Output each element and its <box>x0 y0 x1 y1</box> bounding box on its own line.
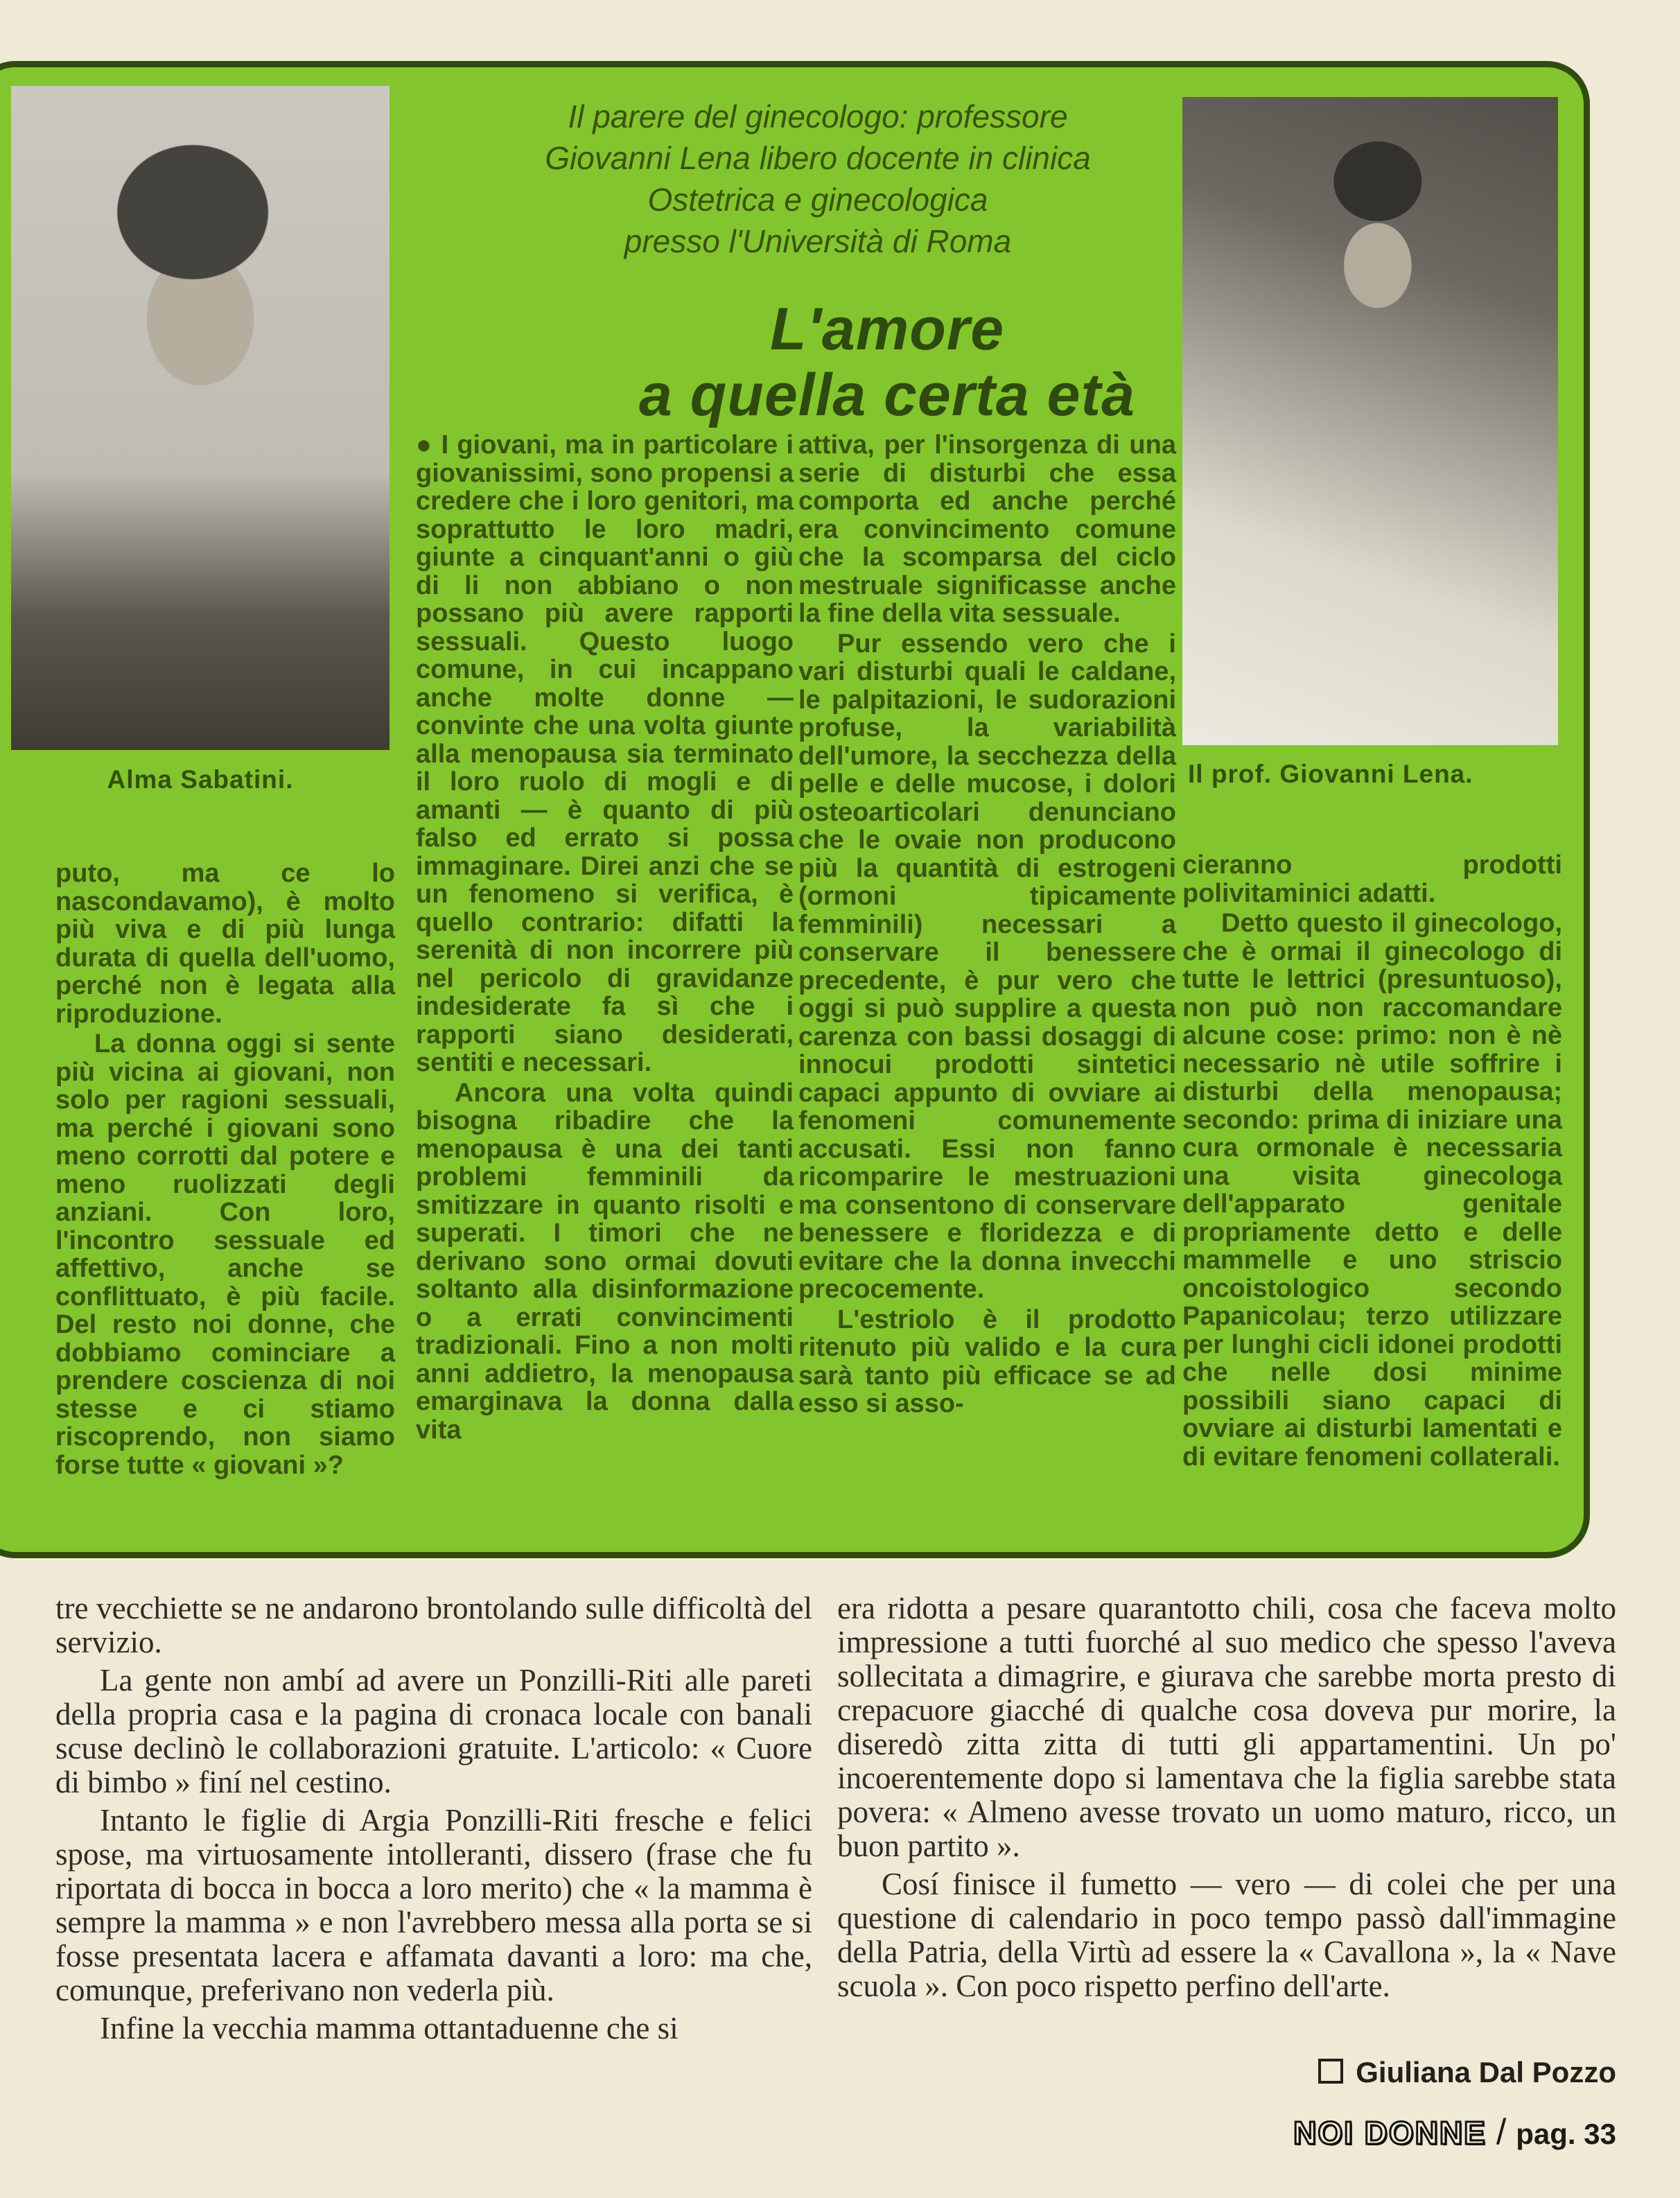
article-title-line: a quella certa età <box>639 362 1135 428</box>
green-article-column-1 <box>55 860 395 1481</box>
paragraph: Cosí finisce il fumetto — vero — di colei che per una questione di calendario in poco tempo passò dall'immagine della Patria, della Virtù ad essere la « Cavallona », la « Nave scuola ». Con poco rispetto perfino dell'arte. <box>837 1867 1616 2003</box>
article-title-line: L'amore <box>769 296 1005 363</box>
paragraph: Intanto le figlie di Argia Ponzilli-Riti fresche e felici spose, ma virtuosamente intolleranti, dissero (frase che fu riportata di bocca in bocca a loro merito) che « la mamma è sempre la mamma » e non l'avrebbero messa alla porta se si fosse presentata lacera e affamata davanti a loro: ma che, comunque, preferivano non vederla più. <box>55 1803 812 2007</box>
page-number: pag. 33 <box>1516 2118 1616 2150</box>
photo-caption-right: Il prof. Giovanni Lena. <box>1188 760 1473 788</box>
kicker-line: Ostetrica e ginecologica <box>647 182 988 218</box>
bottom-article-column-left <box>55 1591 812 2050</box>
paragraph: cieranno prodotti polivitaminici adatti. <box>1182 851 1562 908</box>
footer-separator: / <box>1496 2112 1507 2152</box>
paragraph: Pur essendo vero che i vari disturbi quali le caldane, le palpitazioni, le sudorazioni profuse, la variabilità dell'umore, la secchezza della pelle e delle mucose, i dolori osteoarticolari denunciano che le ovaie non producono più la quantità di estrogeni (ormoni tipicamente femminili) necessari a conservare il benessere precedente, è pur vero che oggi si può supplire a questa carenza con bassi dosaggi di innocui prodotti sintetici capaci appunto di ovviare ai fenomeni comunemente accusati. Essi non fanno ricomparire le mestruazioni ma consentono di conservare benessere e floridezza e di evitare che la donna invecchi precocemente. <box>798 629 1176 1304</box>
byline-square-icon <box>1318 2059 1343 2084</box>
paragraph: L'estriolo è il prodotto ritenuto più valido e la cura sarà tanto più efficace se ad esso si asso- <box>798 1305 1176 1418</box>
article-title <box>471 297 1303 428</box>
paragraph: era ridotta a pesare quarantotto chili, cosa che faceva molto impressione a tutti fuorché al suo medico che spesso l'aveva sollecitata a dimagrire, e giurava che sarebbe morta presto di crepacuore giacché di qualche cosa doveva pur morire, la diseredò zitta zitta di tutti gli appartamentini. Un po' incoerentemente dopo si lamentava che la figlia sarebbe stata povera: « Almeno avesse trovato un uomo maturo, ricco, un buon partito ». <box>837 1591 1616 1863</box>
alma-sabatini-photo <box>11 86 390 750</box>
kicker-line: Il parere del ginecologo: professore <box>568 98 1068 134</box>
page-footer <box>837 2111 1616 2153</box>
green-article-column-3 <box>798 431 1176 1420</box>
paragraph: ● I giovani, ma in particolare i giovanissimi, sono propensi a credere che i loro genitori, ma soprattutto le loro madri, giunte a cinquant'anni o giù di li non abbiano o non possano più avere rapporti sessuali. Questo luogo comune, in cui incappano anche molte donne — convinte che una volta giunte alla menopausa sia terminato il loro ruolo di mogli e di amanti — è quanto di più falso ed errato si possa immaginare. Direi anzi che se un fenomeno si verifica, è quello contrario: difatti la serenità di non incorrere più nel pericolo di gravidanze indesiderate fa sì che i rapporti siano desiderati, sentiti e necessari. <box>416 430 794 1077</box>
bottom-article-column-right <box>837 1591 1616 2007</box>
green-article-column-4 <box>1182 851 1562 1473</box>
green-article-column-2 <box>416 431 794 1446</box>
paragraph: tre vecchiette se ne andarono brontolando sulle difficoltà del servizio. <box>55 1591 812 1659</box>
paragraph: La gente non ambí ad avere un Ponzilli-Riti alle pareti della propria casa e la pagina di cronaca locale con banali scuse declinò le collaborazioni gratuite. L'articolo: « Cuore di bimbo » finí nel cestino. <box>55 1663 812 1799</box>
kicker <box>416 96 1220 262</box>
kicker-line: presso l'Università di Roma <box>624 223 1012 259</box>
paragraph: Infine la vecchia mamma ottantaduenne che si <box>100 2011 679 2046</box>
photo-caption-left: Alma Sabatini. <box>107 765 294 794</box>
kicker-line: Giovanni Lena libero docente in clinica <box>545 140 1091 176</box>
paragraph: attiva, per l'insorgenza di una serie di disturbi che essa comporta ed anche perché era convincimento comune che la scomparsa del ciclo mestruale significasse anche la fine della vita sessuale. <box>798 430 1176 628</box>
paragraph: Ancora una volta quindi bisogna ribadire che la menopausa è una dei tanti problemi femminili da smitizzare in quanto risolti e superati. I timori che ne derivano sono ormai dovuti soltanto alla disinformazione o a errati convincimenti tradizionali. Fino a non molti anni addietro, la menopausa emarginava la donna dalla vita <box>416 1078 794 1445</box>
byline-author: Giuliana Dal Pozzo <box>1356 2056 1616 2088</box>
magazine-logo: NOI DONNE <box>1293 2115 1487 2151</box>
paragraph: Detto questo il ginecologo, che è ormai il ginecologo di tutte le lettrici (presuntuoso), non può non raccomandare alcune cose: primo: non è nè necessario nè utile soffrire i disturbi della menopausa; secondo: prima di iniziare una cura ormonale è necessaria una visita ginecologa dell'apparato genitale propriamente detto e delle mammelle e uno striscio oncoistologico secondo Papanicolau; terzo utilizzare per lunghi cicli idonei prodotti che nelle dosi minime possibili siano capaci di ovviare ai disturbi lamentati e di evitare fenomeni collaterali. <box>1182 909 1562 1472</box>
byline <box>837 2056 1616 2089</box>
paragraph: La donna oggi si sente più vicina ai giovani, non solo per ragioni sessuali, ma perché i giovani sono meno corrotti dal potere e meno ruolizzati degli anziani. Con loro, l'incontro sessuale ed affettivo, anche se conflittuato, è più facile. Del resto noi donne, che dobbiamo cominciare a prendere coscienza di noi stesse e ci stiamo riscoprendo, non siamo forse tutte « giovani »? <box>55 1029 395 1480</box>
paragraph: puto, ma ce lo nascondavamo), è molto più viva e di più lunga durata di quella dell'uomo, perché non è legata alla riproduzione. <box>55 859 395 1029</box>
